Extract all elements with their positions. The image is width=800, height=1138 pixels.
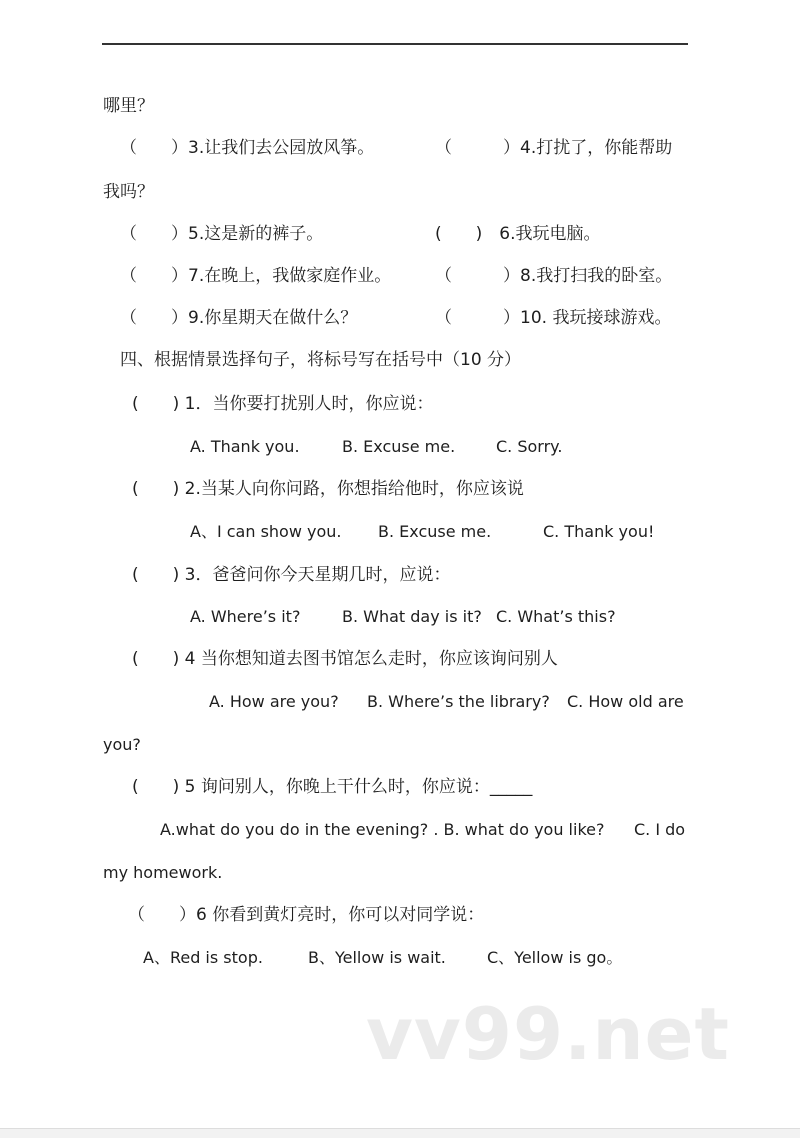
q3-option-a: A. Where’s it?: [190, 607, 301, 626]
q4-option-a: A. How are you?: [209, 692, 339, 711]
q6-option-b: B、Yellow is wait.: [308, 948, 446, 967]
header-rule: [102, 43, 688, 45]
question-6: （ ）6 你看到黄灯亮时，你可以对同学说：: [128, 905, 485, 925]
item-6: ( ) 6.我玩电脑。: [435, 224, 601, 244]
q6-option-c: C、Yellow is go。: [487, 948, 623, 967]
item-7: （ ）7.在晚上，我做家庭作业。: [120, 266, 392, 286]
q2-option-c: C. Thank you!: [543, 522, 655, 541]
item-8: （ ）8.我打扫我的卧室。: [435, 266, 673, 286]
question-5: ( ) 5 询问别人，你晚上干什么时，你应说：_____: [132, 777, 533, 797]
continuation-text: 哪里？: [103, 96, 154, 116]
q3-option-b: B. What day is it?: [342, 607, 482, 626]
item-4-continuation: 我吗？: [103, 182, 154, 202]
question-4: ( ) 4 当你想知道去图书馆怎么走时，你应该询问别人: [132, 649, 558, 669]
question-2: ( ) 2.当某人向你问路，你想指给他时，你应该说: [132, 479, 524, 499]
watermark-text: vv99.net: [366, 992, 730, 1076]
item-4: （ ）4.打扰了，你能帮助: [435, 138, 673, 158]
item-9: （ ）9.你星期天在做什么？: [120, 308, 358, 328]
q2-option-b: B. Excuse me.: [378, 522, 492, 541]
section-4-title: 四、根据情景选择句子，将标号写在括号中（10 分）: [120, 350, 522, 370]
item-5: （ ）5.这是新的裤子。: [120, 224, 324, 244]
q4-option-c: C. How old are: [567, 692, 684, 711]
item-3: （ ）3.让我们去公园放风筝。: [120, 138, 375, 158]
q6-option-a: A、Red is stop.: [143, 948, 263, 967]
q1-option-b: B. Excuse me.: [342, 437, 456, 456]
question-3: ( ) 3．爸爸问你今天星期几时，应说：: [132, 565, 451, 585]
item-10: （ ）10. 我玩接球游戏。: [435, 308, 672, 328]
q4-option-b: B. Where’s the library?: [367, 692, 550, 711]
q5-option-c-continuation: my homework.: [103, 863, 223, 882]
q1-option-a: A. Thank you.: [190, 437, 300, 456]
q1-option-c: C. Sorry.: [496, 437, 563, 456]
q2-option-a: A、I can show you.: [190, 522, 342, 541]
question-1: ( ) 1．当你要打扰别人时，你应说：: [132, 394, 434, 414]
q5-option-ab: A.what do you do in the evening? . B. what do you like?: [160, 820, 605, 839]
q4-option-c-continuation: you?: [103, 735, 141, 754]
q3-option-c: C. What’s this?: [496, 607, 616, 626]
q5-option-c: C. I do: [634, 820, 686, 839]
